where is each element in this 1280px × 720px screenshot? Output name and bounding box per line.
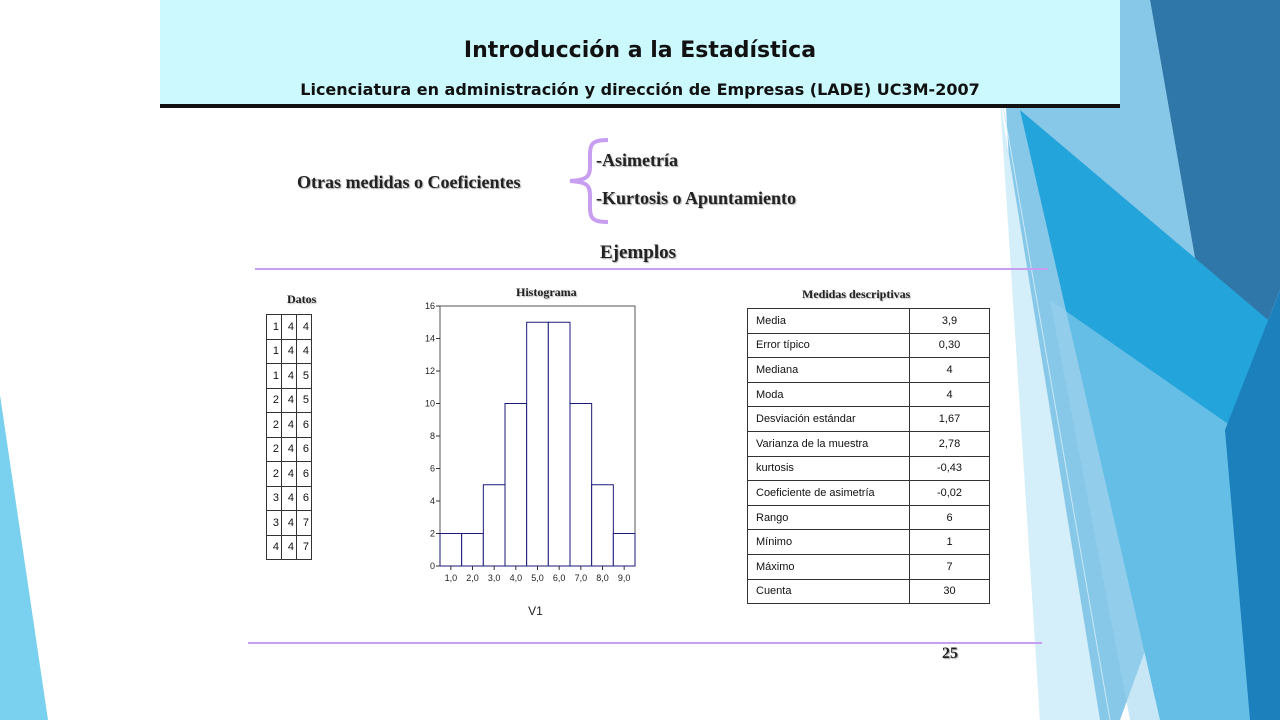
medida-value: -0,02: [910, 481, 990, 506]
item-kurtosis: -Kurtosis o Apuntamiento: [596, 188, 797, 208]
medida-value: 2,78: [910, 431, 990, 456]
datos-cell: 6: [297, 486, 312, 511]
medidas-row: [748, 530, 990, 555]
y-tick-label: 4: [429, 496, 435, 506]
medidas-row: [748, 554, 990, 579]
datos-caption: Datos: [287, 292, 317, 306]
datos-cell: 1: [267, 364, 282, 389]
datos-row: [267, 535, 312, 560]
histogram-bar: [570, 404, 592, 567]
x-tick-label: 2,0: [466, 573, 479, 583]
datos-row: [267, 462, 312, 487]
datos-row: [267, 486, 312, 511]
y-tick-label: 10: [424, 398, 435, 409]
datos-cell: 1: [267, 339, 282, 364]
datos-cell: 2: [267, 462, 282, 487]
y-tick-label: 0: [429, 561, 435, 571]
item-asimetria: -Asimetría: [596, 150, 678, 170]
medida-value: 4: [910, 382, 990, 407]
ejemplos-heading: Ejemplos: [600, 242, 676, 263]
medidas-caption: Medidas descriptivas: [802, 287, 911, 301]
y-tick-label: 14: [424, 333, 435, 344]
datos-cell: 4: [282, 486, 297, 511]
medida-value: 6: [910, 505, 990, 530]
medidas-row: [748, 333, 990, 358]
datos-cell: 3: [267, 511, 282, 536]
datos-cell: 6: [297, 413, 312, 438]
datos-cell: 4: [267, 535, 282, 560]
histogram-bar: [527, 322, 549, 566]
datos-cell: 7: [297, 511, 312, 536]
x-tick-label: 7,0: [574, 573, 588, 583]
medida-value: 0,30: [910, 333, 990, 358]
histogram-bar: [483, 485, 505, 566]
datos-row: [267, 413, 312, 438]
x-axis-label: V1: [528, 604, 543, 618]
x-tick-label: 1,0: [444, 573, 458, 583]
medidas-row: [748, 431, 990, 456]
y-tick-label: 8: [429, 431, 435, 441]
datos-cell: 4: [282, 315, 297, 340]
slide-title: Introducción a la Estadística: [463, 38, 817, 63]
medidas-table: [747, 308, 990, 604]
x-tick-label: 5,0: [531, 573, 544, 583]
datos-cell: 2: [267, 388, 282, 413]
datos-row: [267, 388, 312, 413]
histogram-bar: [548, 322, 570, 566]
x-tick-label: 4,0: [509, 573, 523, 583]
datos-cell: 4: [282, 511, 297, 536]
datos-row: [267, 339, 312, 364]
datos-cell: 6: [297, 462, 312, 487]
histogram-bar: [505, 404, 527, 567]
histogram-title: Histograma: [516, 285, 577, 299]
histogram-bar: [613, 534, 635, 567]
medida-value: 4: [910, 358, 990, 383]
medida-label: Desviación estándar: [748, 407, 910, 432]
slide-subtitle: Licenciatura en administración y dirección de Empresas (LADE) UC3M-2007: [300, 80, 980, 99]
datos-cell: 4: [282, 437, 297, 462]
medida-label: kurtosis: [748, 456, 910, 481]
medidas-row: [748, 407, 990, 432]
datos-cell: 4: [282, 364, 297, 389]
medidas-row: [748, 579, 990, 604]
datos-cell: 4: [282, 388, 297, 413]
medida-label: Rango: [748, 505, 910, 530]
medida-label: Media: [748, 309, 910, 334]
datos-cell: 1: [267, 315, 282, 340]
medida-value: 3,9: [910, 309, 990, 334]
medidas-row: [748, 456, 990, 481]
datos-row: [267, 511, 312, 536]
histogram-bar: [440, 534, 462, 567]
x-tick-label: 6,0: [552, 573, 566, 583]
medida-label: Error típico: [748, 333, 910, 358]
histogram-chart: [410, 296, 640, 626]
medidas-row: [748, 505, 990, 530]
medida-value: 1,67: [910, 407, 990, 432]
medidas-row: [748, 481, 990, 506]
datos-cell: 2: [267, 413, 282, 438]
histogram-bar: [592, 485, 614, 566]
medida-label: Moda: [748, 382, 910, 407]
y-tick-label: 12: [424, 366, 435, 376]
medida-label: Máximo: [748, 554, 910, 579]
datos-cell: 4: [282, 413, 297, 438]
datos-cell: 4: [297, 315, 312, 340]
medida-value: -0,43: [910, 456, 990, 481]
page-number: 25: [942, 645, 958, 662]
datos-cell: 5: [297, 364, 312, 389]
divider-top: [255, 268, 1048, 270]
medida-value: 1: [910, 530, 990, 555]
header-banner: [160, 0, 1120, 108]
datos-row: [267, 315, 312, 340]
medida-label: Varianza de la muestra: [748, 431, 910, 456]
y-tick-label: 6: [429, 463, 435, 474]
datos-cell: 7: [297, 535, 312, 560]
datos-row: [267, 364, 312, 389]
medida-label: Mediana: [748, 358, 910, 383]
datos-cell: 2: [267, 437, 282, 462]
y-tick-label: 16: [424, 301, 435, 311]
datos-table: [266, 314, 312, 560]
datos-cell: 4: [282, 535, 297, 560]
datos-cell: 3: [267, 486, 282, 511]
datos-cell: 5: [297, 388, 312, 413]
divider-bottom: [248, 642, 1042, 644]
medida-label: Coeficiente de asimetría: [748, 481, 910, 506]
x-tick-label: 9,0: [617, 573, 631, 583]
datos-cell: 4: [282, 462, 297, 487]
x-tick-label: 3,0: [487, 573, 501, 583]
datos-row: [267, 437, 312, 462]
otras-medidas-label: Otras medidas o Coeficientes: [297, 172, 521, 192]
medidas-row: [748, 382, 990, 407]
datos-cell: 6: [297, 437, 312, 462]
medida-label: Cuenta: [748, 579, 910, 604]
histogram-bar: [462, 534, 484, 567]
datos-cell: 4: [282, 339, 297, 364]
x-tick-label: 8,0: [596, 573, 609, 583]
medida-value: 7: [910, 554, 990, 579]
medida-label: Mínimo: [748, 530, 910, 555]
medida-value: 30: [910, 579, 990, 604]
medidas-row: [748, 358, 990, 383]
medidas-row: [748, 309, 990, 334]
datos-cell: 4: [297, 339, 312, 364]
y-tick-label: 2: [429, 528, 435, 539]
